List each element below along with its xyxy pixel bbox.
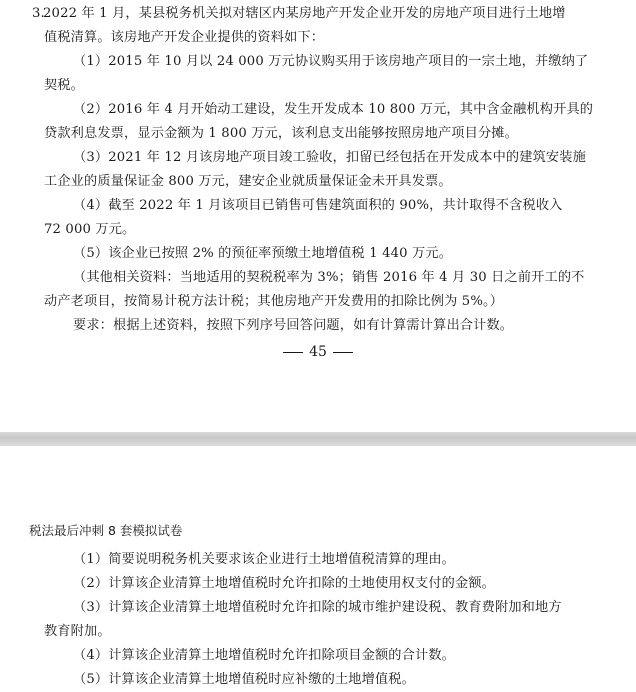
item-1-line-1: （1）2015 年 10 月以 24 000 万元协议购买用于该房地产项目的一宗土地，并缴纳了 [73, 54, 589, 69]
item-3-line-2: 工企业的质量保证金 800 万元，建安企业就质量保证金未开具发票。 [44, 174, 452, 189]
page-separator [0, 432, 636, 446]
item-5-line-1: （5）该企业已按照 2% 的预征率预缴土地增值税 1 440 万元。 [73, 246, 453, 261]
question-3-line-2: 教育附加。 [44, 624, 111, 639]
question-3-line-1: （3）计算该企业清算土地增值税时允许扣除的城市维护建设税、教育费附加和地方 [73, 600, 562, 615]
question-1-line: （1）简要说明税务机关要求该企业进行土地增值税清算的理由。 [73, 552, 455, 567]
question-4-line: （4）计算该企业清算土地增值税时允许扣除项目金额的合计数。 [73, 648, 455, 663]
item-4-line-2: 72 000 万元。 [44, 222, 136, 237]
other-info-line-2: 动产老项目，按简易计税方法计税；其他房地产开发费用的扣除比例为 5%。） [44, 294, 504, 309]
intro-line-2: 值税清算。该房地产开发企业提供的资料如下： [44, 30, 325, 45]
other-info-line-1: （其他相关资料：当地适用的契税税率为 3%；销售 2016 年 4 月 30 日之前开工的不 [73, 270, 585, 285]
page-number-value: 45 [309, 344, 327, 360]
page-number-dash-right [333, 352, 353, 353]
question-5-line: （5）计算该企业清算土地增值税时应补缴的土地增值税。 [73, 672, 415, 687]
question-number: 3. [32, 6, 45, 21]
running-header: 税法最后冲刺 8 套模拟试卷 [29, 523, 183, 538]
question-2-line: （2）计算该企业清算土地增值税时允许扣除的土地使用权支付的金额。 [73, 576, 495, 591]
page-46 [0, 446, 636, 692]
page-number [0, 344, 636, 360]
item-1-line-2: 契税。 [44, 78, 85, 93]
page-number-dash-left [283, 352, 303, 353]
item-2-line-2: 贷款利息发票，显示金额为 1 800 万元，该利息支出能够按照房地产项目分摊。 [44, 126, 518, 141]
item-2-line-1: （2）2016 年 4 月开始动工建设，发生开发成本 10 800 万元，其中含金融机构开具的 [73, 102, 594, 117]
item-4-line-1: （4）截至 2022 年 1 月该项目已销售可售建筑面积的 90%，共计取得不含税收入 [73, 198, 563, 213]
requirement-line: 要求：根据上述资料，按照下列序号回答问题，如有计算需计算出合计数。 [73, 318, 514, 333]
intro-line-1: 2022 年 1 月，某县税务机关拟对辖区内某房地产开发企业开发的房地产项目进行土地增 [43, 6, 566, 21]
item-3-line-1: （3）2021 年 12 月该房地产项目竣工验收，扣留已经包括在开发成本中的建筑安装施 [73, 150, 586, 165]
